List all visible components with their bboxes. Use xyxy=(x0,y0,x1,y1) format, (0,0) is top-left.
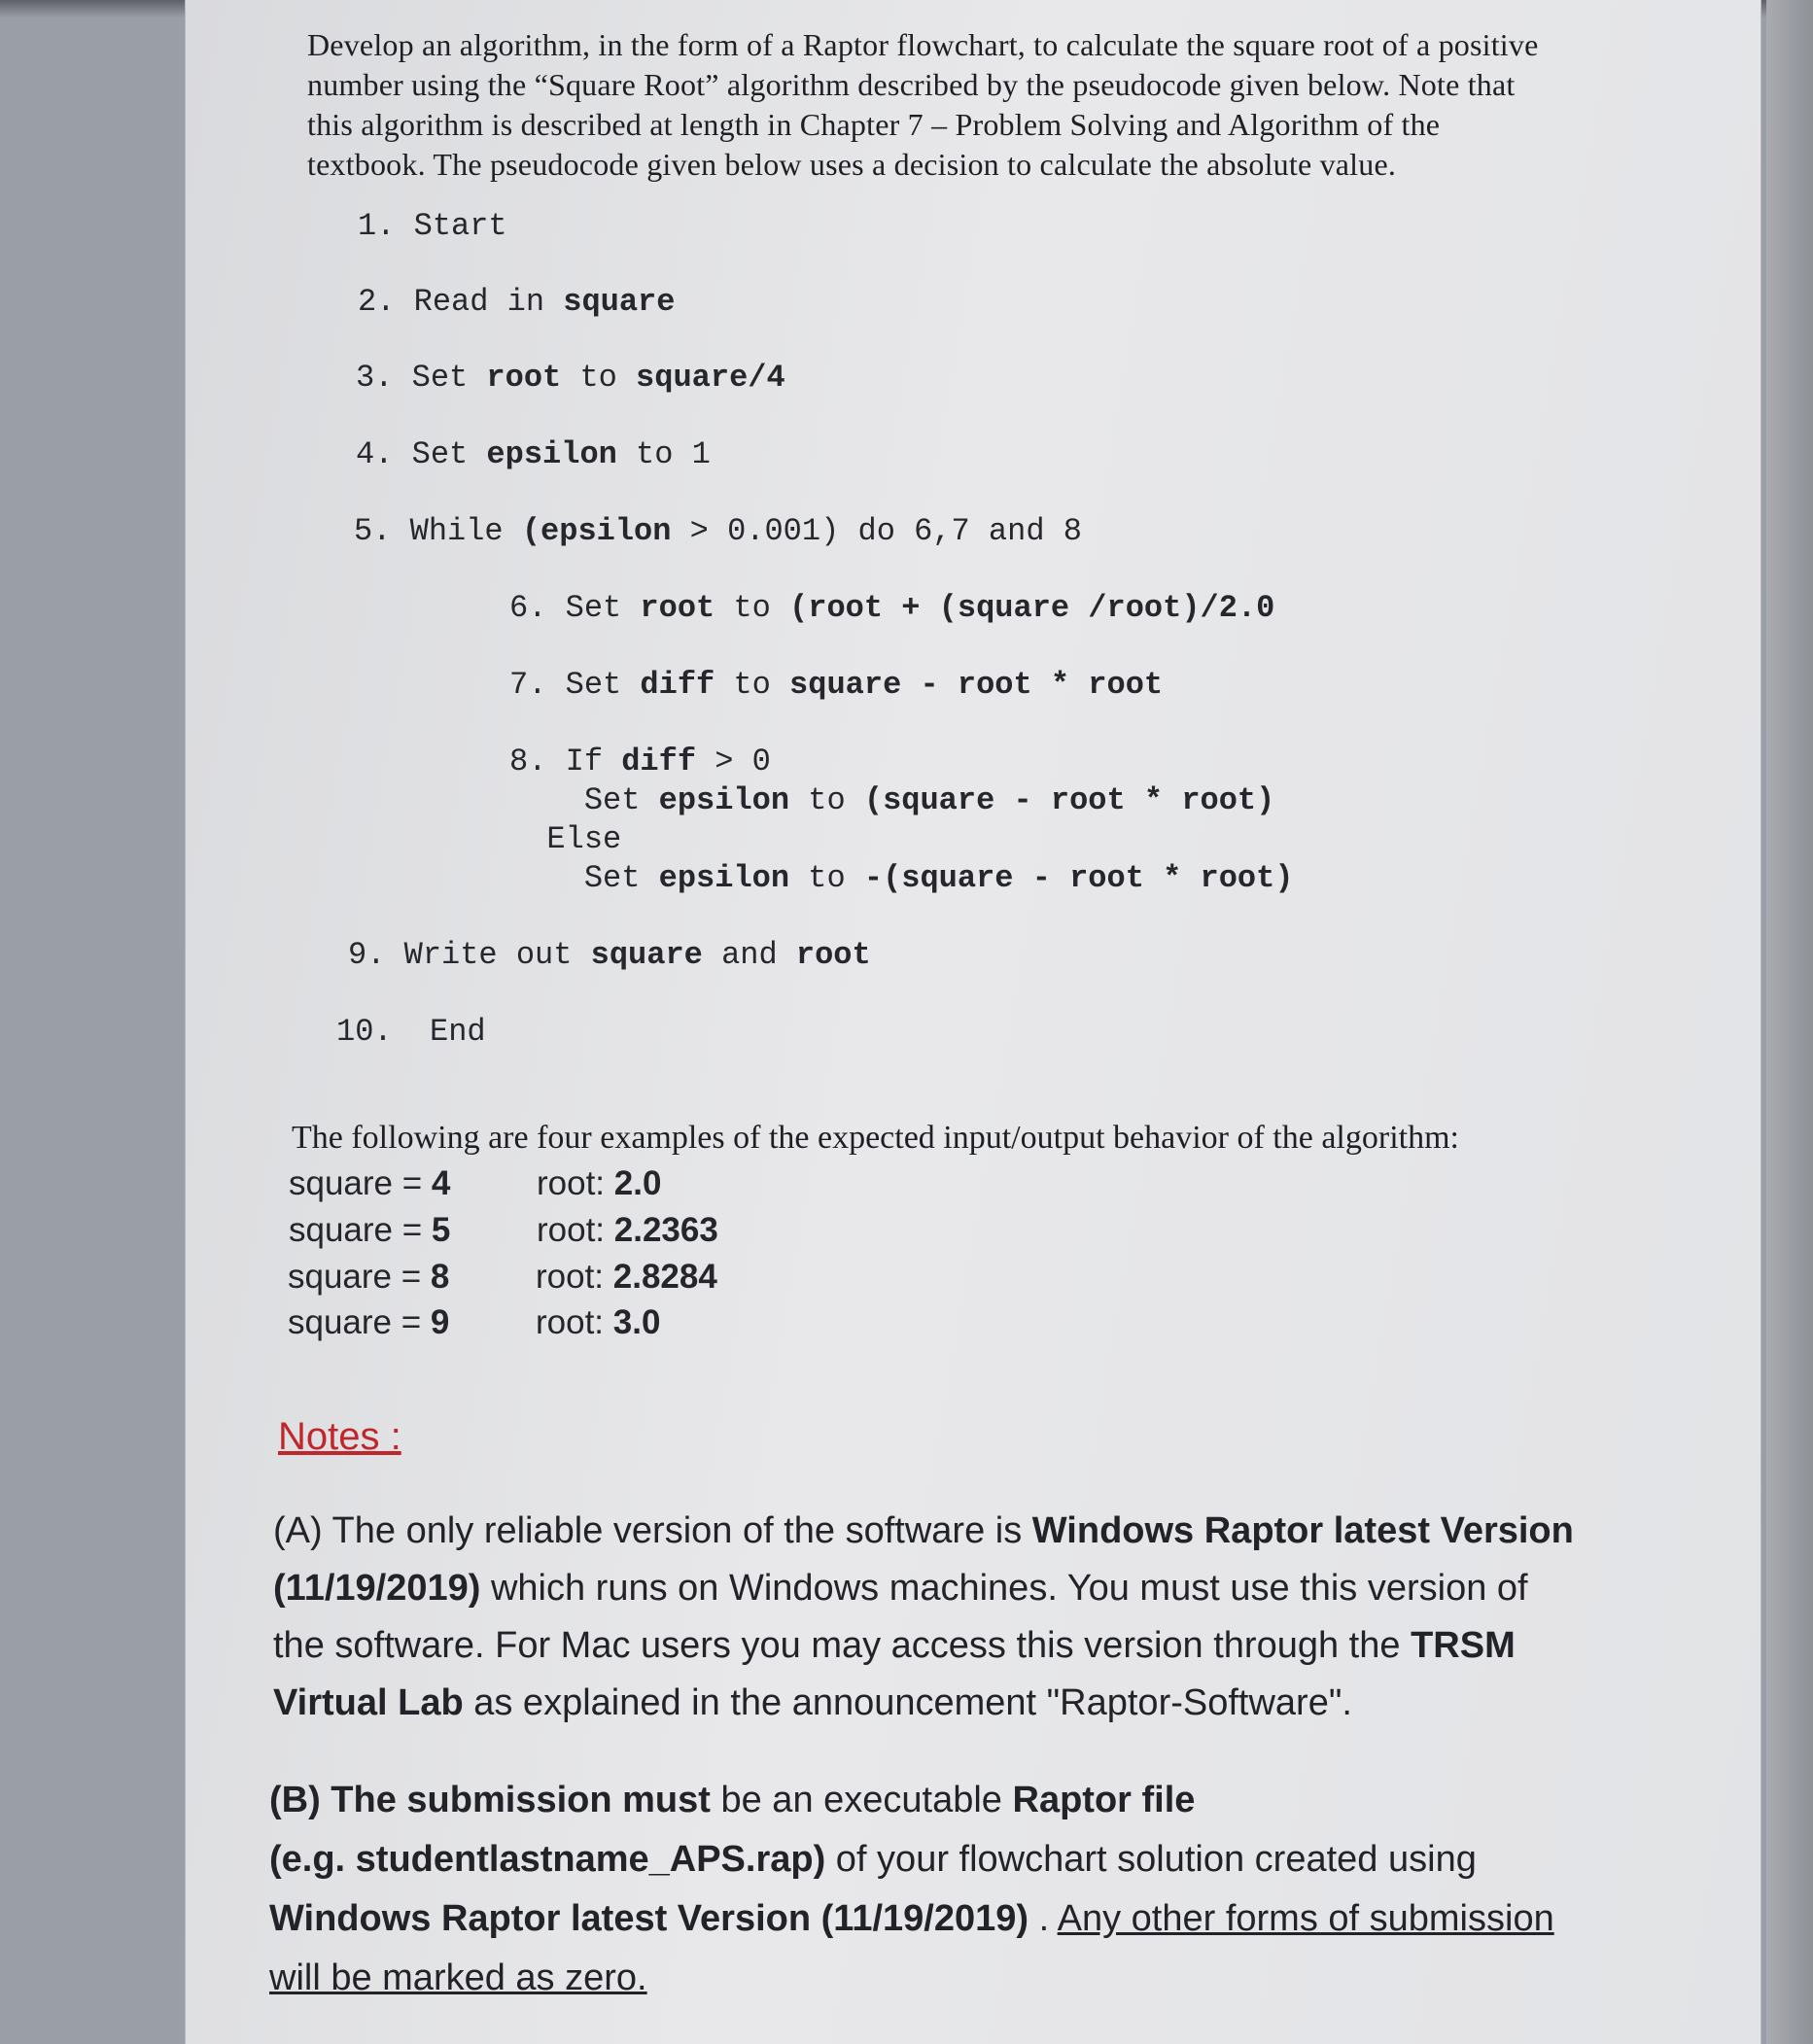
assignment-intro xyxy=(307,25,1629,185)
intro-line: textbook. The pseudocode given below uses a decision to calculate the absolute value. xyxy=(307,147,1397,182)
example-root: root: 2.0 xyxy=(537,1164,662,1202)
step-6: 6. Set root to (root + (square /root)/2.0 xyxy=(509,590,1275,626)
step-1: 1. Start xyxy=(358,208,507,244)
example-root: root: 2.2363 xyxy=(537,1211,718,1249)
note-b: (B) The submission must be an executable Raptor file (e.g. studentlastname_APS.rap) of your flowchart solution created using Windows Raptor latest Version (11/19/2019) . Any other forms of submission will be marked as zero. xyxy=(269,1780,1554,1998)
example-square: square = 8 xyxy=(288,1258,450,1296)
example-square: square = 9 xyxy=(288,1303,450,1341)
step-4: 4. Set epsilon to 1 xyxy=(356,436,711,472)
intro-line: Develop an algorithm, in the form of a Raptor flowchart, to calculate the square root of a positive xyxy=(307,27,1539,62)
note-a: (A) The only reliable version of the software is Windows Raptor latest Version (11/19/2019) which runs on Windows machines. You must use this version of the software. For Mac users you may access this version through the TRSM Virtual Lab as explained in the announcement "Raptor-Software". xyxy=(273,1510,1574,1723)
step-3: 3. Set root to square/4 xyxy=(356,360,785,396)
step-5: 5. While (epsilon > 0.001) do 6,7 and 8 xyxy=(354,513,1082,549)
example-root: root: 2.8284 xyxy=(536,1258,717,1296)
intro-line: this algorithm is described at length in Chapter 7 – Problem Solving and Algorithm of the xyxy=(307,107,1441,142)
step-2: 2. Read in square xyxy=(358,284,676,320)
notes-heading: Notes : xyxy=(278,1415,401,1458)
intro-line: number using the “Square Root” algorithm described by the pseudocode given below. Note that xyxy=(307,67,1516,102)
example-square: square = 5 xyxy=(289,1211,451,1249)
step-8: 8. If diff > 0 Set epsilon to (square - root * root) Else Set epsilon to -(square - root * root) xyxy=(509,744,1294,896)
step-9: 9. Write out square and root xyxy=(348,937,871,973)
examples-intro: The following are four examples of the expected input/output behavior of the algorithm: xyxy=(292,1120,1459,1156)
monitor-bezel xyxy=(1766,0,1813,2044)
example-root: root: 3.0 xyxy=(536,1303,661,1341)
step-7: 7. Set diff to square - root * root xyxy=(509,667,1164,703)
step-10: 10. End xyxy=(336,1014,486,1050)
example-square: square = 4 xyxy=(289,1164,451,1202)
